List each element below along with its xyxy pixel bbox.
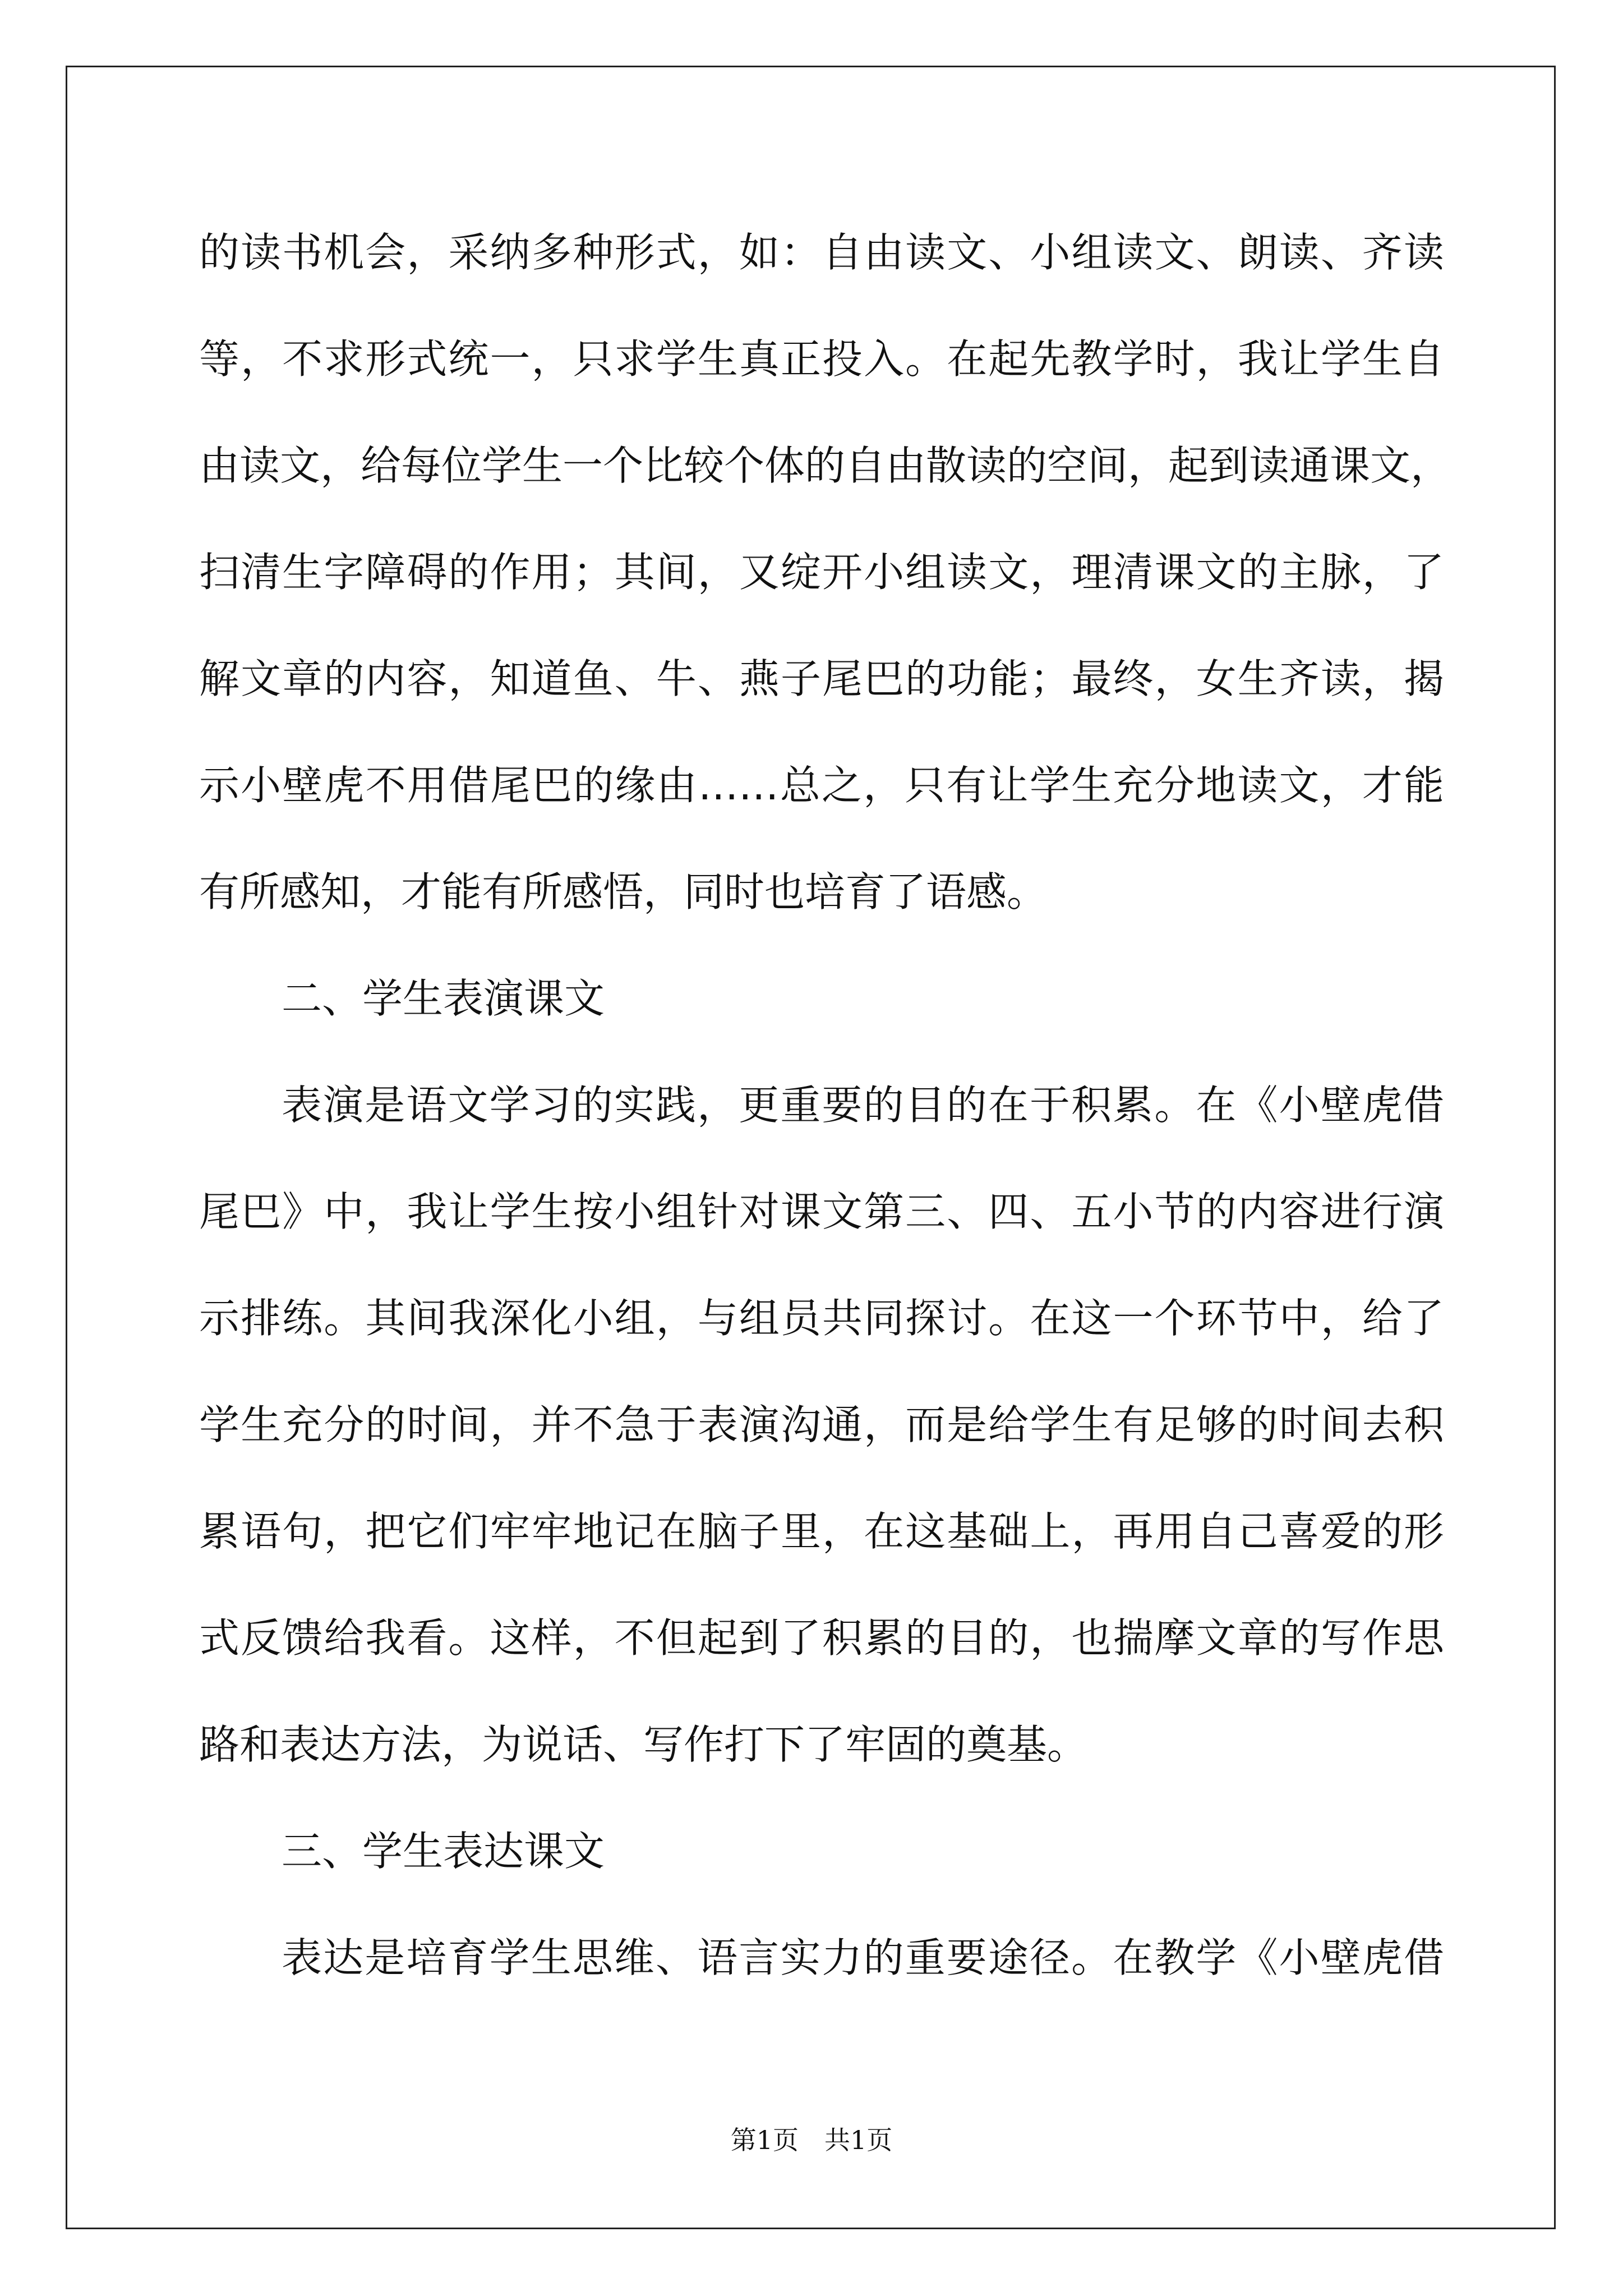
paragraph-line: 等，不求形式统一，只求学生真正投入。在起先教学时，我让学生自 xyxy=(199,335,1444,383)
paragraph-line: 学生充分的时间，并不急于表演沟通，而是给学生有足够的时间去积 xyxy=(199,1401,1444,1448)
paragraph-line: 累语句，把它们牢牢地记在脑子里，在这基础上，再用自己喜爱的形 xyxy=(199,1508,1444,1555)
section-heading: 二、学生表演课文 xyxy=(282,975,605,1022)
paragraph-line: 尾巴》中，我让学生按小组针对课文第三、四、五小节的内容进行演 xyxy=(199,1188,1444,1235)
paragraph-line: 有所感知，才能有所感悟，同时也培育了语感。 xyxy=(199,868,1048,915)
paragraph-line: 扫清生字障碍的作用；其间，又绽开小组读文，理清课文的主脉，了 xyxy=(199,549,1444,596)
page-border xyxy=(66,66,1556,2229)
paragraph-line: 的读书机会，采纳多种形式，如：自由读文、小组读文、朗读、齐读 xyxy=(199,229,1444,276)
paragraph-line: 由读文，给每位学生一个比较个体的自由散读的空间，起到读通课文， xyxy=(199,442,1451,489)
paragraph-line: 式反馈给我看。这样，不但起到了积累的目的，也揣摩文章的写作思 xyxy=(199,1614,1444,1662)
paragraph-line: 表演是语文学习的实践，更重要的目的在于积累。在《小壁虎借 xyxy=(282,1082,1444,1129)
paragraph-line: 示排练。其间我深化小组，与组员共同探讨。在这一个环节中，给了 xyxy=(199,1295,1444,1342)
section-heading: 三、学生表达课文 xyxy=(282,1828,605,1875)
paragraph-line: 示小壁虎不用借尾巴的缘由……总之，只有让学生充分地读文，才能 xyxy=(199,762,1444,809)
page-footer: 第1页 共1页 xyxy=(730,2125,893,2155)
paragraph-line: 解文章的内容，知道鱼、牛、燕子尾巴的功能；最终，女生齐读，揭 xyxy=(199,655,1444,702)
paragraph-line: 表达是培育学生思维、语言实力的重要途径。在教学《小壁虎借 xyxy=(282,1934,1444,1981)
paragraph-line: 路和表达方法，为说话、写作打下了牢固的奠基。 xyxy=(199,1721,1088,1768)
